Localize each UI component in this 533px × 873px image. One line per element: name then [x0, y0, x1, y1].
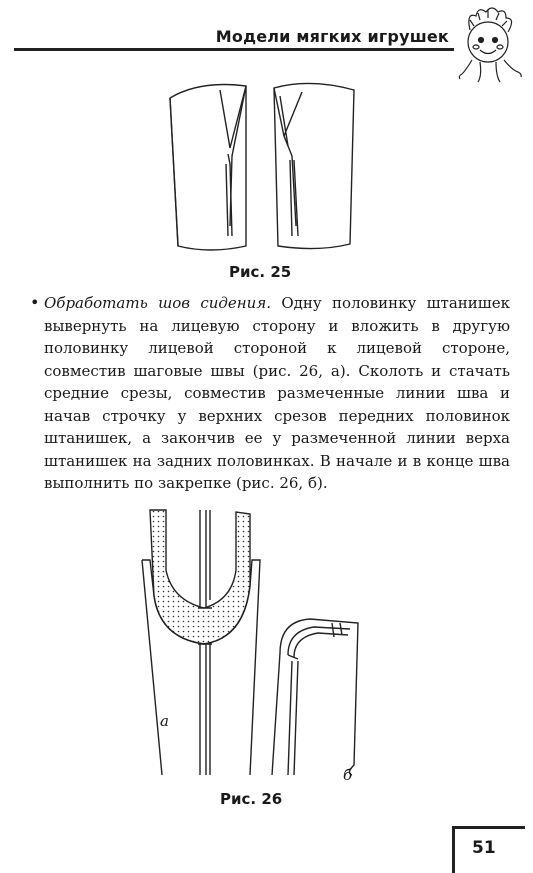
doll-face-icon [452, 4, 528, 86]
figure-26-label-a: а [160, 712, 169, 730]
figure-25-caption: Рис. 25 [229, 263, 292, 281]
figure-26a-illustration [132, 500, 262, 775]
instruction-paragraph [44, 292, 510, 495]
page-header-title: Модели мягких игрушек [215, 27, 449, 46]
header-rule [14, 48, 454, 51]
page-number: 51 [472, 838, 496, 858]
instruction-text: Одну половинку штанишек вывернуть на лицевую сторону и вложить в другую половинку лицевой стороной к лицевой стороне, совместив шаговые швы (рис. 26, а). Сколоть и стачать средние срезы, совместив размеченные линии шва и начав строчку у верхних срезов передних половинок штанишек, а закончив ее у размеченной линии верха штанишек на задних половинках. В начале и в конце шва выполнить по закрепке (рис. 26, б). [44, 294, 510, 492]
list-bullet: • [30, 293, 40, 312]
figure-26b-illustration [262, 615, 372, 785]
instruction-lead: Обработать шов сидения. [44, 294, 272, 312]
figure-26-label-b: б [343, 766, 353, 784]
figure-26-caption: Рис. 26 [220, 790, 283, 808]
figure-25-illustration [160, 76, 370, 256]
